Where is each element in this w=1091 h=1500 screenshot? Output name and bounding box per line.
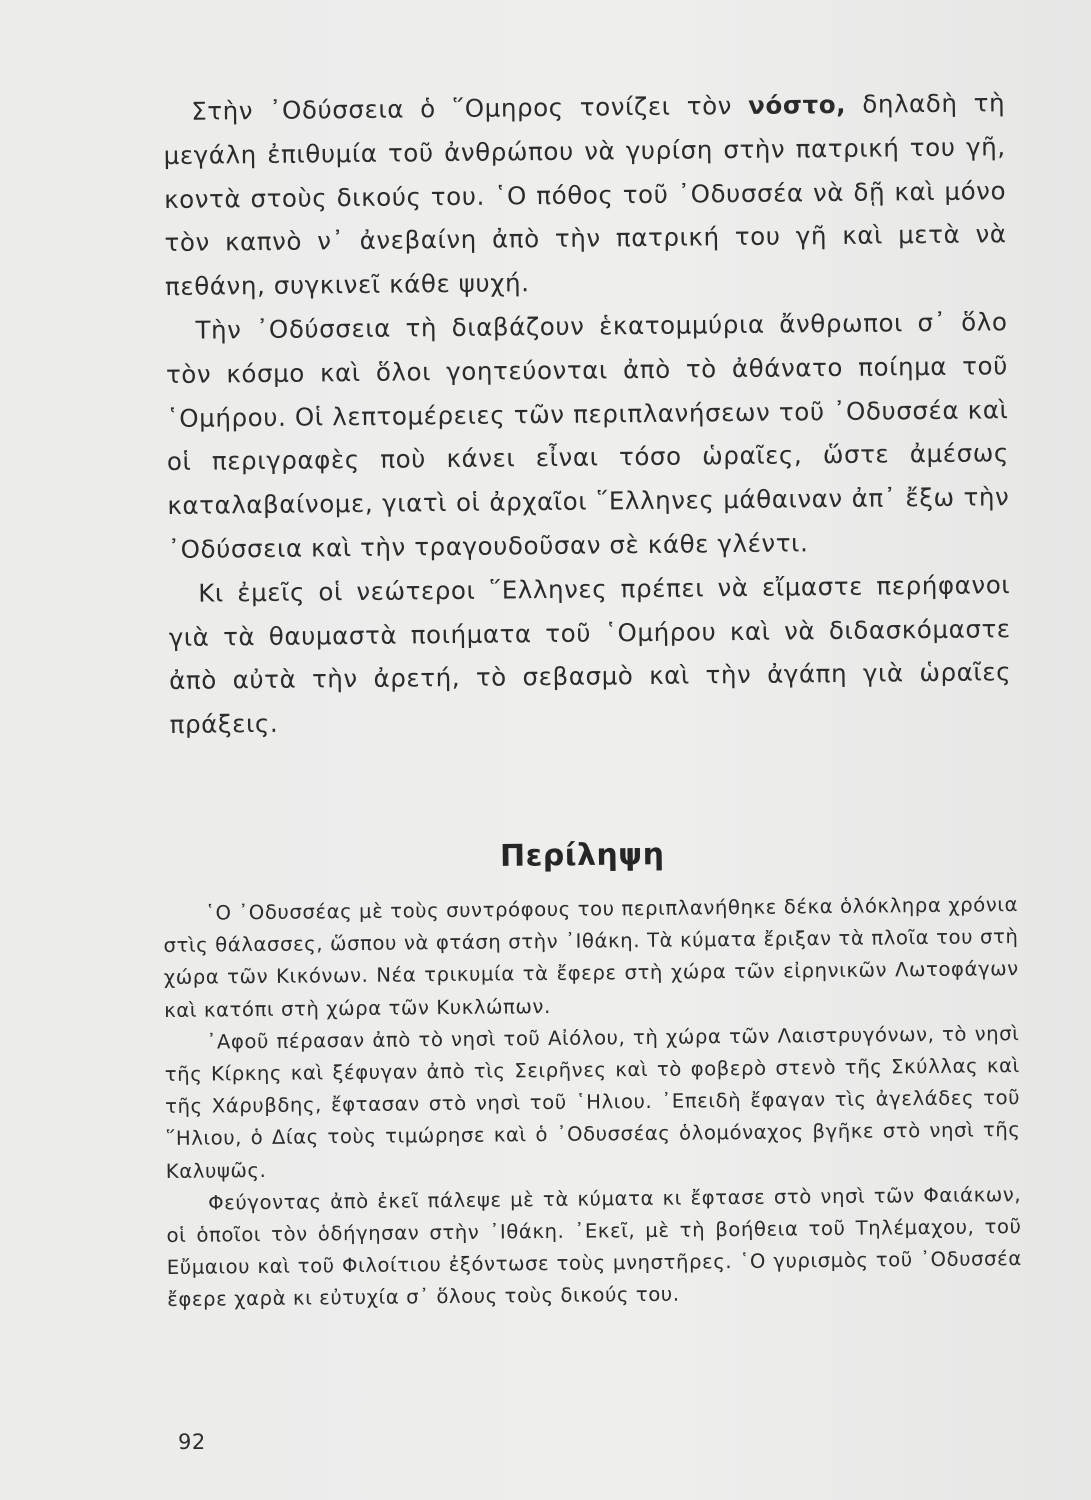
summary-paragraph: ῾Ο ᾿Οδυσσέας μὲ τοὺς συντρόφους του περιπλανήθηκε δέκα ὁλόκληρα χρόνια στὶς θάλασσες, ὥσπου νὰ φτάση στὴν ᾿Ιθάκη. Τὰ κύματα ἔριξαν τὰ πλοῖα του στὴ χώρα τῶν Κικόνων. Νέα τρικυμία τὰ ἔφερε στὴ χώρα τῶν εἰρηνικῶν Λωτοφάγων καὶ κατόπι στὴ χώρα τῶν Κυκλώπων. (163, 893, 1019, 1022)
main-text (163, 81, 1012, 747)
paragraph (163, 81, 1007, 309)
paragraph-text: δηλαδὴ τὴ μεγάλη ἐπιθυμία τοῦ ἀνθρώπου νὰ γυρίση στὴν πατρική του γῆ, κοντὰ στοὺς δικούς του. ῾Ο πόθος τοῦ ᾿Οδυσσέα νὰ δῇ καὶ μόνο τὸν καπνὸ ν᾿ ἀνεβαίνη ἀπὸ τὴν πατρική του γῆ καὶ μετὰ νὰ πεθάνη, συγκινεῖ κάθε ψυχή. (163, 88, 1007, 302)
paragraph: Τὴν ᾿Οδύσσεια τὴ διαβάζουν ἑκατομμύρια ἄνθρωποι σ᾿ ὅλο τὸν κόσμο καὶ ὅλοι γοητεύονται ἀπὸ τὸ ἀθάνατο ποίημα τοῦ ῾Ομήρου. Οἱ λεπτομέρειες τῶν περιπλανήσεων τοῦ ᾿Οδυσσέα καὶ οἱ περιγραφὲς ποὺ κάνει εἶναι τόσο ὡραῖες, ὥστε ἀμέσως καταλαβαίνομε, γιατὶ οἱ ἀρχαῖοι ῞Ελληνες μάθαιναν ἀπ᾿ ἔξω τὴν ᾿Οδύσσεια καὶ τὴν τραγουδοῦσαν σὲ κάθε γλέντι. (165, 307, 1010, 564)
summary-paragraph: Φεύγοντας ἀπὸ ἐκεῖ πάλεψε μὲ τὰ κύματα κι ἔφτασε στὸ νησὶ τῶν Φαιάκων, οἱ ὁποῖοι τὸν ὁδήγησαν στὴν ᾿Ιθάκη. ᾿Εκεῖ, μὲ τὴ βοήθεια τοῦ Τηλέμαχου, τοῦ Εὔμαιου καὶ τοῦ Φιλοίτιου ἐξόντωσε τοὺς μνηστῆρες. ῾Ο γυρισμὸς τοῦ ᾿Οδυσσέα ἔφερε χαρὰ κι εὐτυχία σ᾿ ὅλους τοὺς δικούς του. (166, 1182, 1022, 1312)
summary-paragraph: ᾿Αφοῦ πέρασαν ἀπὸ τὸ νησὶ τοῦ Αἰόλου, τὴ χώρα τῶν Λαιστρυγόνων, τὸ νησὶ τῆς Κίρκης καὶ ξέφυγαν ἀπὸ τὶς Σειρῆνες καὶ τὸ φοβερὸ στενὸ τῆς Σκύλλας καὶ τῆς Χάρυβδης, ἔφτασαν στὸ νησὶ τοῦ ῾Ηλιου. ᾿Επειδὴ ἔφαγαν τὶς ἀγελάδες τοῦ ῞Ηλιου, ὁ Δίας τοὺς τιμώρησε καὶ ὁ ᾿Οδυσσέας ὁλομόναχος βγῆκε στὸ νησὶ τῆς Καλυψῶς. (164, 1021, 1021, 1183)
paragraph: Κι ἐμεῖς οἱ νεώτεροι ῞Ελληνες πρέπει νὰ εἴμαστε περήφανοι γιὰ τὰ θαυμαστὰ ποιήματα τοῦ ῾Ομήρου καὶ νὰ διδασκόμαστε ἀπὸ αὐτὰ τὴν ἀρετή, τὸ σεβασμὸ καὶ τὴν ἀγάπη γιὰ ὡραῖες πράξεις. (168, 569, 1012, 740)
section-heading: Περίληψη (499, 837, 665, 874)
page-number: 92 (178, 1430, 206, 1454)
summary-text (163, 889, 1022, 1317)
bold-term: νόστο, (747, 89, 847, 120)
paragraph-text: Στὴν ᾿Οδύσσεια ὁ ῞Ομηρος τονίζει τὸν (191, 90, 749, 126)
